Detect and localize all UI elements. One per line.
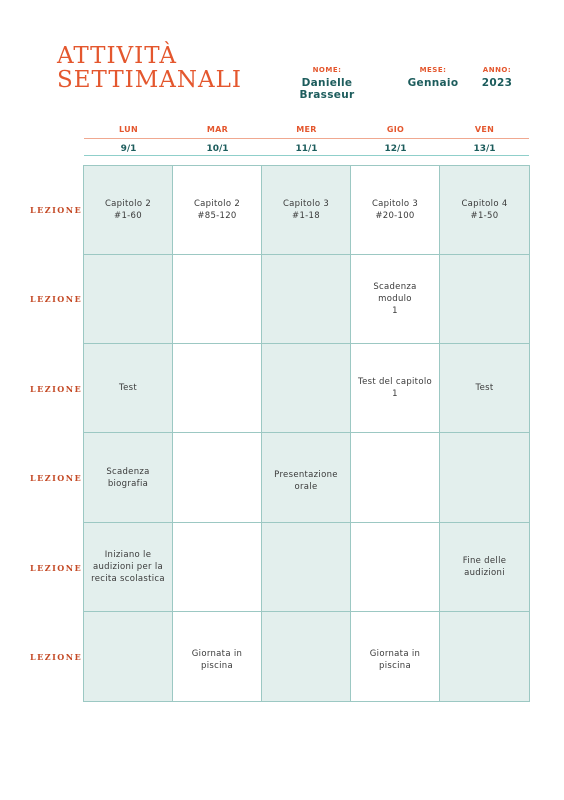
day-name: MAR xyxy=(206,125,229,134)
page-title xyxy=(57,44,242,92)
row-label: LEZIONE xyxy=(30,473,83,484)
schedule-cell[interactable]: Giornata in piscina xyxy=(173,612,262,701)
schedule-cell[interactable] xyxy=(84,255,173,344)
schedule-cell[interactable]: Test xyxy=(440,344,529,433)
day-date: 11/1 xyxy=(295,143,318,154)
schedule-cell[interactable]: Capitolo 4 #1-50 xyxy=(440,166,529,255)
day-date: 12/1 xyxy=(384,143,407,154)
schedule-cell[interactable]: Presentazione orale xyxy=(262,433,351,522)
row-labels xyxy=(30,165,82,702)
name-label: NOME: xyxy=(312,66,342,74)
row-label: LEZIONE xyxy=(30,562,83,573)
schedule-cell[interactable] xyxy=(173,344,262,433)
schedule-cell[interactable] xyxy=(440,433,529,522)
schedule-cell[interactable]: Scadenza biografia xyxy=(84,433,173,522)
row-label: LEZIONE xyxy=(30,294,83,305)
schedule-cell[interactable] xyxy=(262,344,351,433)
day-name-row xyxy=(84,123,529,136)
name-value[interactable]: Danielle Brasseur xyxy=(299,77,355,101)
day-name: VEN xyxy=(474,125,495,134)
month-field[interactable] xyxy=(406,66,460,89)
day-header xyxy=(84,123,529,156)
year-value[interactable]: 2023 xyxy=(481,77,513,89)
row-label: LEZIONE xyxy=(30,652,83,663)
title-line-2: SETTIMANALI xyxy=(57,67,242,93)
name-field[interactable] xyxy=(279,66,375,101)
schedule-cell[interactable] xyxy=(173,255,262,344)
schedule-cell[interactable] xyxy=(262,612,351,701)
day-date: 9/1 xyxy=(120,143,137,154)
schedule-cell[interactable] xyxy=(173,433,262,522)
title-line-1: ATTIVITÀ xyxy=(57,43,177,69)
schedule-cell[interactable] xyxy=(440,612,529,701)
schedule-cell[interactable] xyxy=(351,523,440,612)
schedule-cell[interactable] xyxy=(262,523,351,612)
day-date-row xyxy=(84,139,529,152)
schedule-cell[interactable] xyxy=(262,255,351,344)
day-date: 13/1 xyxy=(473,143,496,154)
day-name: LUN xyxy=(119,125,138,134)
schedule-cell[interactable]: Capitolo 3 #1-18 xyxy=(262,166,351,255)
schedule-cell[interactable] xyxy=(173,523,262,612)
schedule-cell[interactable] xyxy=(84,612,173,701)
schedule-grid xyxy=(83,165,530,702)
month-value[interactable]: Gennaio xyxy=(407,77,459,89)
schedule-cell[interactable]: Iniziano le audizioni per la recita scolastica xyxy=(84,523,173,612)
year-field[interactable] xyxy=(479,66,515,89)
schedule-cell[interactable]: Test xyxy=(84,344,173,433)
schedule-cell[interactable]: Capitolo 2 #1-60 xyxy=(84,166,173,255)
date-divider xyxy=(84,155,529,156)
schedule-cell[interactable]: Fine delle audizioni xyxy=(440,523,529,612)
row-label: LEZIONE xyxy=(30,383,83,394)
year-label: ANNO: xyxy=(482,66,512,74)
schedule-cell[interactable]: Capitolo 3 #20-100 xyxy=(351,166,440,255)
day-name: MER xyxy=(296,125,317,134)
schedule-cell[interactable]: Scadenza modulo 1 xyxy=(351,255,440,344)
schedule-cell[interactable] xyxy=(351,433,440,522)
schedule-cell[interactable]: Giornata in piscina xyxy=(351,612,440,701)
schedule-cell[interactable]: Capitolo 2 #85-120 xyxy=(173,166,262,255)
row-label: LEZIONE xyxy=(30,204,83,215)
day-date: 10/1 xyxy=(206,143,229,154)
month-label: MESE: xyxy=(419,66,447,74)
schedule-cell[interactable]: Test del capitolo 1 xyxy=(351,344,440,433)
day-name: GIO xyxy=(386,125,405,134)
schedule-cell[interactable] xyxy=(440,255,529,344)
